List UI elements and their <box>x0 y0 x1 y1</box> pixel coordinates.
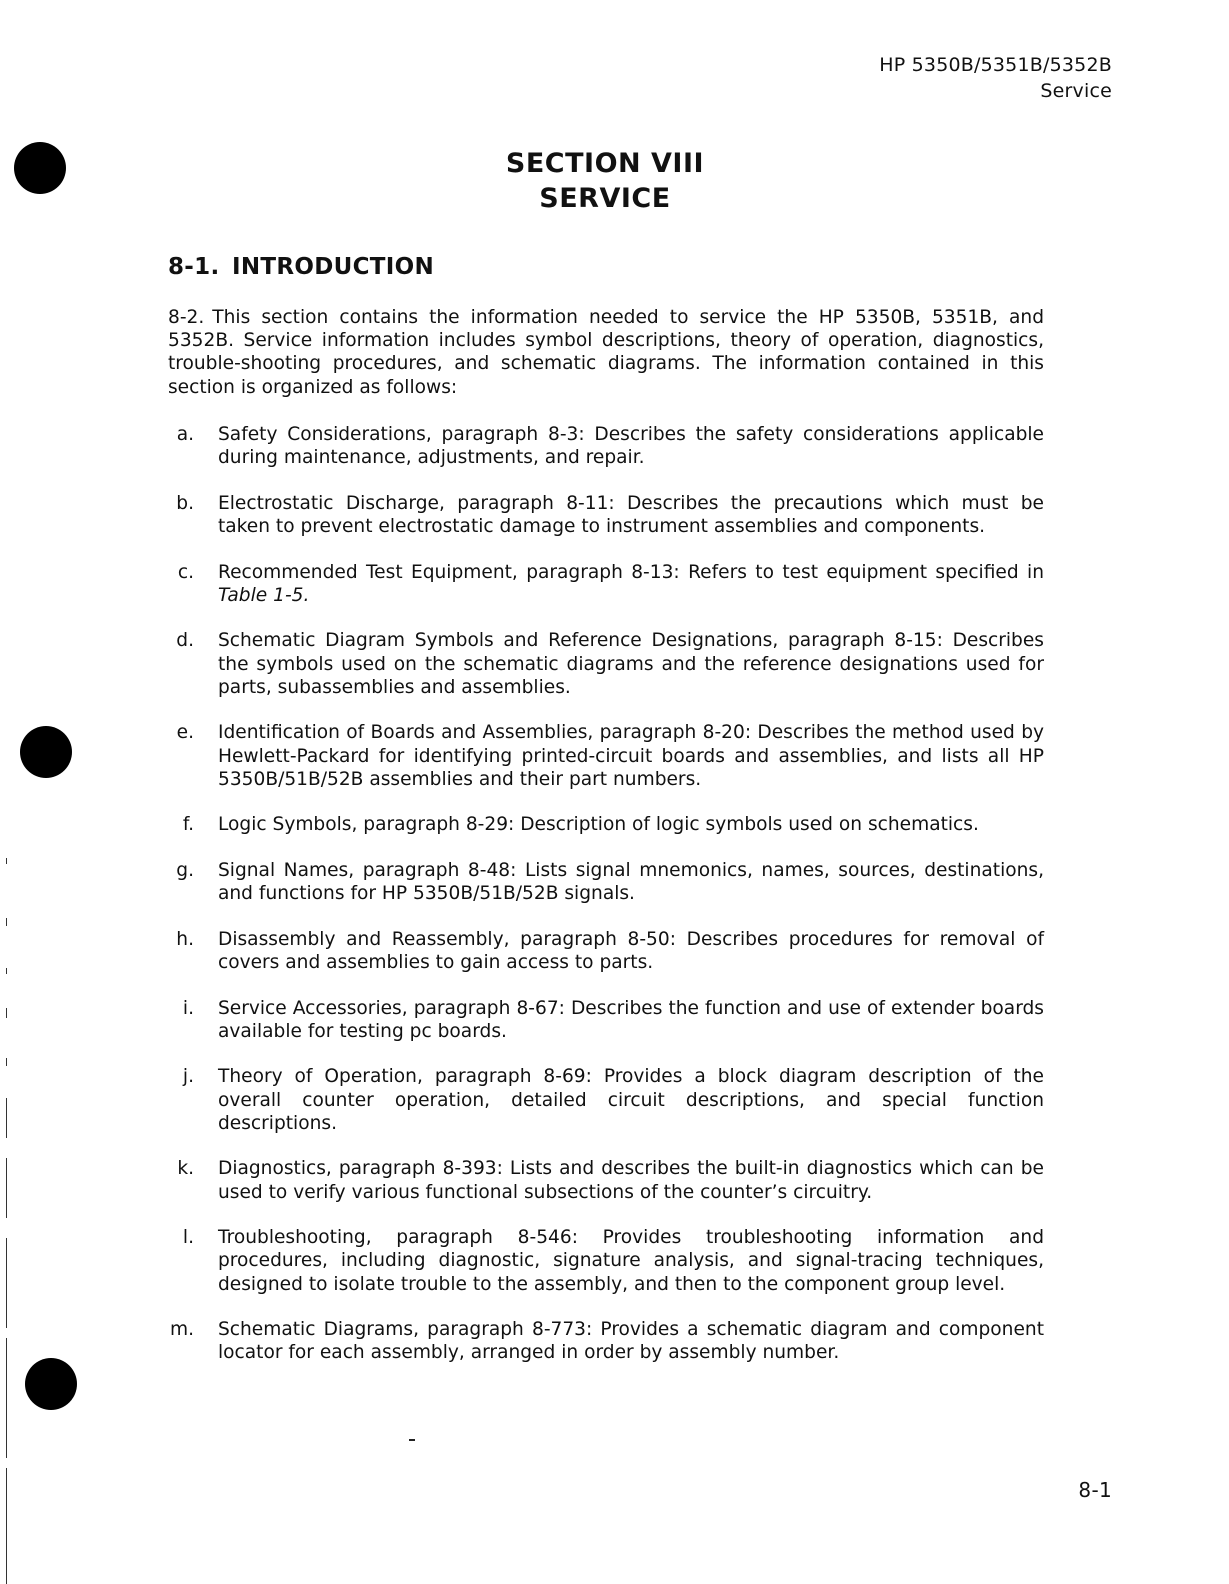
list-item-letter: j. <box>182 1066 194 1088</box>
list-item-text: Safety Considerations, paragraph 8-3: Describes the safety considerations applicable during maintenance, adjustments, and repair. <box>218 424 1044 469</box>
list-item <box>168 1157 1044 1203</box>
list-item <box>168 492 1044 538</box>
list-item-text: Recommended Test Equipment, paragraph 8-13: Refers to test equipment specified in <box>218 561 1044 583</box>
list-item-text: Identification of Boards and Assemblies, paragraph 8-20: Describes the method used by Hewlett-Packard for identifying printed-circuit boards and assemblies, and lists all HP 5350B/51B/52B assemblies and their part numbers. <box>218 722 1044 790</box>
list-item <box>168 1318 1044 1364</box>
page-number: 8-1 <box>1078 1478 1112 1502</box>
section-title <box>0 146 1210 216</box>
list-item <box>168 1065 1044 1135</box>
list-item-letter: m. <box>169 1319 194 1341</box>
list-item-letter: e. <box>176 722 194 744</box>
list-item-letter: b. <box>176 492 194 514</box>
list-item-letter: d. <box>176 630 194 652</box>
list-item-text: Schematic Diagrams, paragraph 8-773: Provides a schematic diagram and component locator for each assembly, arranged in order by assembly number. <box>218 1319 1044 1364</box>
section-title-line2: SERVICE <box>539 183 671 214</box>
list-item <box>168 561 1044 607</box>
table-reference: Table 1-5. <box>218 584 310 606</box>
stray-mark <box>409 1439 415 1441</box>
list-item-letter: c. <box>177 561 194 583</box>
contents-list <box>168 423 1044 1387</box>
list-item-text: Troubleshooting, paragraph 8-546: Provides troubleshooting information and procedures, including diagnostic, signature analysis, and signal-tracing techniques, designed to isolate trouble to the assembly, and then to the component group level. <box>218 1227 1044 1295</box>
introduction-heading <box>168 254 434 280</box>
intro-paragraph <box>168 306 1044 399</box>
punch-hole-middle <box>20 726 72 778</box>
list-item <box>168 859 1044 905</box>
list-item-letter: g. <box>176 859 194 881</box>
list-item-letter: h. <box>176 928 194 950</box>
list-item <box>168 721 1044 791</box>
list-item-text: Service Accessories, paragraph 8-67: Describes the function and use of extender boards available for testing pc boards. <box>218 997 1044 1042</box>
list-item <box>168 997 1044 1043</box>
list-item-text: Disassembly and Reassembly, paragraph 8-50: Describes procedures for removal of covers and assemblies to gain access to parts. <box>218 928 1044 973</box>
list-item <box>168 423 1044 469</box>
list-item-text: Logic Symbols, paragraph 8-29: Description of logic symbols used on schematics. <box>218 814 979 836</box>
header-model: HP 5350B/5351B/5352B <box>879 54 1112 76</box>
list-item-text: Schematic Diagram Symbols and Reference Designations, paragraph 8-15: Describes the symbols used on the schematic diagrams and the reference designations used for parts, subassemblies and assemblies. <box>218 630 1044 698</box>
list-item-text: Electrostatic Discharge, paragraph 8-11: Describes the precautions which must be taken to prevent electrostatic damage to instrument assemblies and components. <box>218 492 1044 537</box>
list-item-letter: f. <box>182 814 194 836</box>
list-item <box>168 813 1044 836</box>
intro-paragraph-number: 8-2. <box>168 307 205 328</box>
punch-hole-bottom <box>25 1358 77 1410</box>
list-item-text: Theory of Operation, paragraph 8-69: Provides a block diagram description of the overall counter operation, detailed circuit descriptions, and special function descriptions. <box>218 1066 1044 1134</box>
heading-label: INTRODUCTION <box>232 254 435 280</box>
heading-number: 8-1. <box>168 254 220 280</box>
list-item-letter: l. <box>182 1227 194 1249</box>
list-item-letter: i. <box>182 997 194 1019</box>
list-item-letter: a. <box>176 424 194 445</box>
intro-paragraph-text: This section contains the information needed to service the HP 5350B, 5351B, and 5352B. Service information includes symbol descriptions, theory of operation, diagnostics, trouble-shooting procedures, and schematic diagrams. The information contained in this section is organized as follows: <box>168 307 1044 398</box>
list-item-letter: k. <box>177 1158 194 1180</box>
list-item <box>168 928 1044 974</box>
header-section: Service <box>1040 80 1112 102</box>
list-item <box>168 629 1044 699</box>
list-item-text: Signal Names, paragraph 8-48: Lists signal mnemonics, names, sources, destinations, and functions for HP 5350B/51B/52B signals. <box>218 859 1044 905</box>
list-item <box>168 1226 1044 1296</box>
running-header <box>879 52 1112 104</box>
section-title-line1: SECTION VIII <box>505 148 705 179</box>
binding-edge-marks <box>5 858 8 1584</box>
list-item-text: Diagnostics, paragraph 8-393: Lists and describes the built-in diagnostics which can be used to verify various functional subsections of the counter’s circuitry. <box>218 1158 1044 1203</box>
